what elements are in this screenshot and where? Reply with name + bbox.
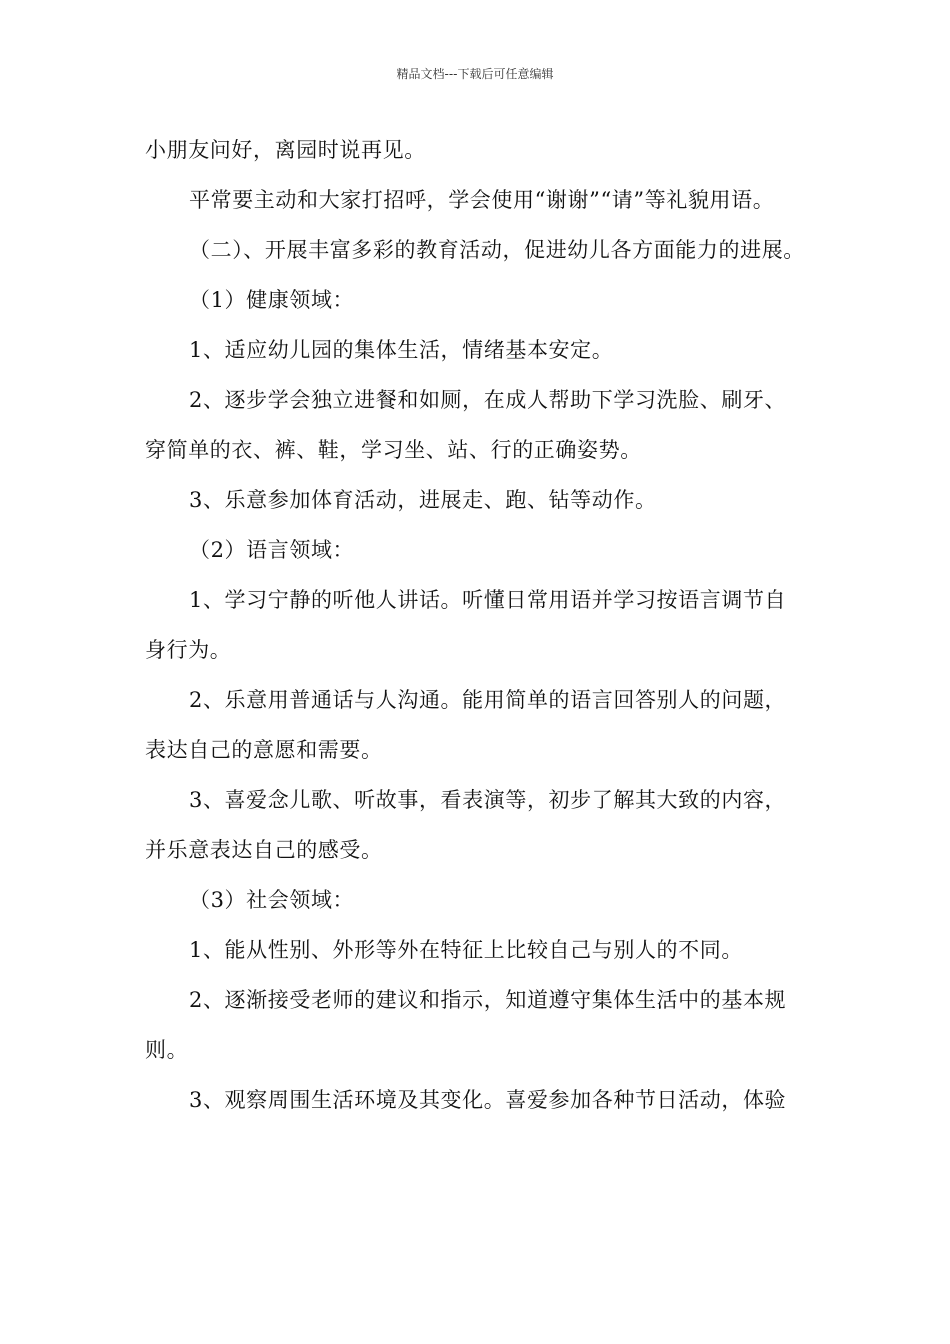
page-header: 精品文档---下载后可任意编辑: [396, 67, 554, 81]
list-item: 2、逐步学会独立进餐和如厕，在成人帮助下学习洗脸、刷牙、穿简单的衣、裤、鞋，学习坐、站、行的正确姿势。: [145, 388, 787, 462]
list-item: 3、观察周围生活环境及其变化。喜爱参加各种节日活动，体验: [189, 1088, 787, 1112]
list-item: 3、乐意参加体育活动，进展走、跑、钻等动作。: [189, 488, 657, 512]
paragraph: 平常要主动和大家打招呼，学会使用“谢谢”“请”等礼貌用语。: [189, 188, 775, 212]
list-item: 1、能从性别、外形等外在特征上比较自己与别人的不同。: [189, 938, 743, 962]
list-item: 2、逐渐接受老师的建议和指示，知道遵守集体生活中的基本规则。: [145, 988, 787, 1062]
paragraph: 小朋友问好，离园时说再见。: [145, 138, 426, 162]
list-item: 1、学习宁静的听他人讲话。听懂日常用语并学习按语言调节自身行为。: [145, 588, 787, 662]
list-item: 3、喜爱念儿歌、听故事，看表演等，初步了解其大致的内容，并乐意表达自己的感受。: [145, 788, 787, 862]
subsection-heading-health: （1）健康领域：: [189, 288, 355, 312]
list-item: 1、适应幼儿园的集体生活，情绪基本安定。: [189, 338, 614, 362]
document-body: [145, 125, 807, 1125]
subsection-heading-language: （2）语言领域：: [189, 538, 355, 562]
list-item: 2、乐意用普通话与人沟通。能用简单的语言回答别人的问题，表达自己的意愿和需要。: [145, 688, 787, 762]
section-heading: （二）、开展丰富多彩的教育活动，促进幼儿各方面能力的进展。: [189, 238, 805, 262]
subsection-heading-social: （3）社会领域：: [189, 888, 355, 912]
